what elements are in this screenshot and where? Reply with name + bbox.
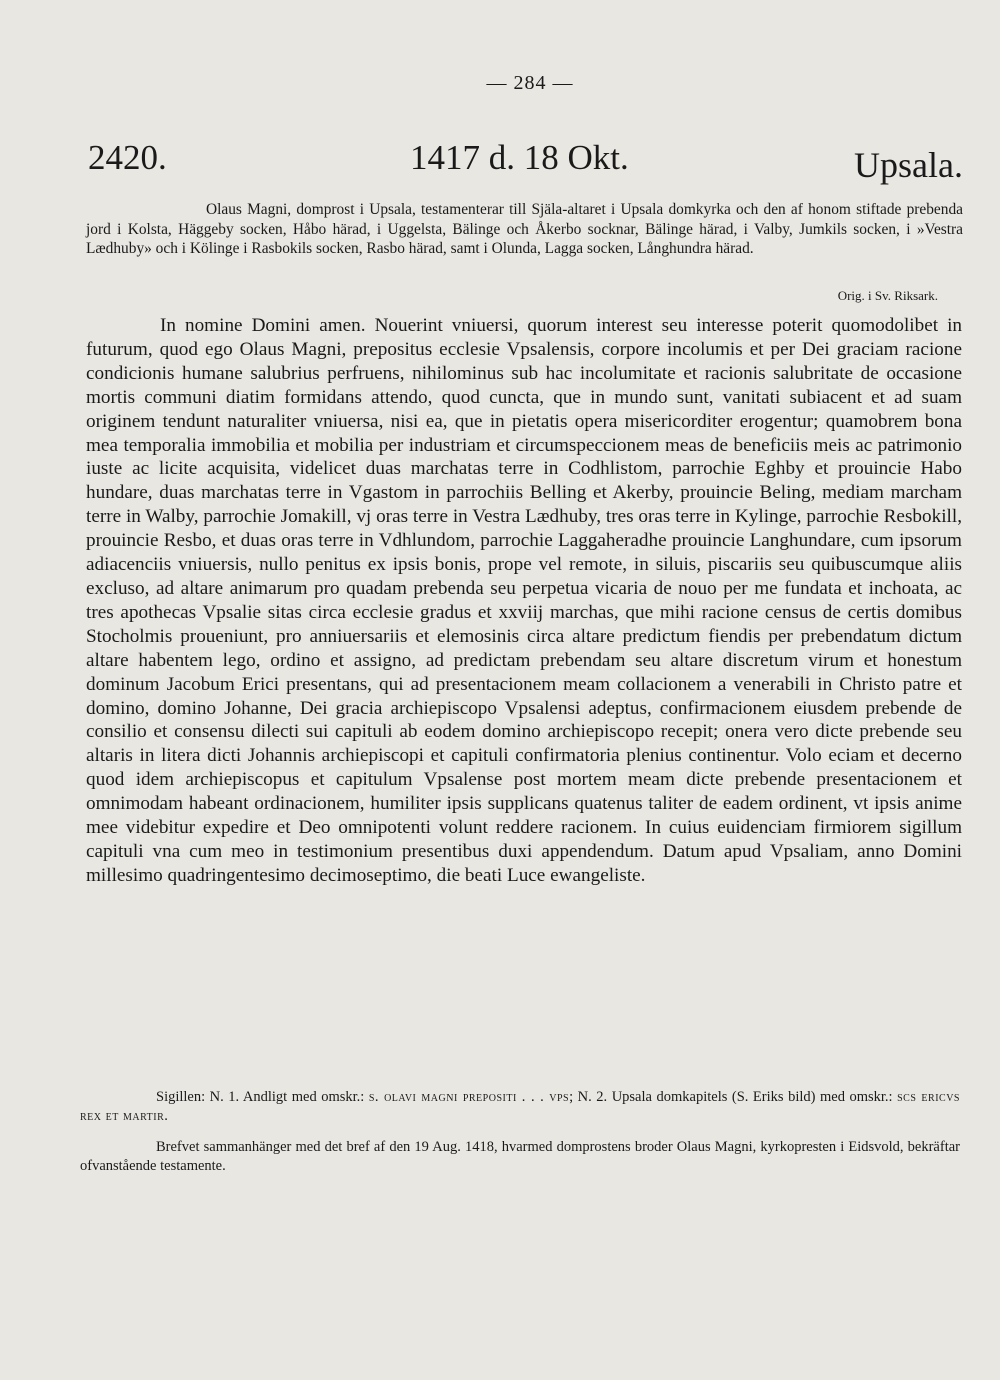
- document-header: [88, 138, 963, 188]
- main-text: In nomine Domini amen. Nouerint vniuersi, quorum interest seu interesse poterit quomodolibet in futurum, quod ego Olaus Magni, prepositus ecclesie Vpsalensis, corpore incolumis et per Dei graciam racione condicionis humane salubrius perfruens, nihilominus sub hac incolumitate et racionis salubritate de occasione mortis communi diatim formidans attendo, quod cuncta, que in mundo sunt, vanitati subiacent et ad suam originem tendunt naturaliter vniuersa, nisi ea, que in pietatis opera misericorditer erogentur; quamobrem bona mea temporalia immobilia et mobilia per industriam et circumspeccionem meas de beneficiis meis ac patrimonio iuste ac licite acquisita, videlicet duas marchatas terre in Codhlistom, parrochie Eghby et prouincie Habo hundare, duas marchatas terre in Vgastom in parrochiis Belling et Akerby, prouincie Beling, mediam marcham terre in Walby, parrochie Jomakill, vj oras terre in Vestra Lædhuby, tres oras terre in Kylinge, parrochie Resbokill, prouincie Resbo, et duas oras terre in Vdhlundom, parrochie Laggaheradhe prouincie Langhundare, cum ipsorum adiacenciis vniuersis, nullo penitus ex ipsis bonis, prope vel remote, in siluis, piscariis seu quibuscumque aliis excluso, ad altare animarum pro quadam prebenda seu perpetua vicaria de nouo per me fundata et inchoata, ac tres apothecas Vpsalie sitas circa ecclesie gradus et xxviij marchas, que mihi racione census de certis domibus Stocholmis proueniunt, pro anniuersariis et elemosinis circa altare predictum fiendis per prebendatum dictum altare habentem lego, ordino et assigno, ad predictam prebendam seu altare discretum virum et honestum dominum Jacobum Erici presentans, qui ad presentacionem meam collacionem a venerabili in Christo patre et domino, domino Johanne, Dei gracia archiepiscopo Vpsalensi adeptus, confirmacionem eiusdem prebende de consilio et consensu dilecti sui capituli ab eodem domino archiepiscopo recepit; onera vero dicte prebende seu altaris in litera dicti Johannis archiepiscopi et capituli confirmatoria plenius continentur. Volo eciam et decerno quod idem archiepiscopus et capitulum Vpsalense post mortem meam dicte prebende presentacionem et omnimodam habeant ordinacionem, humiliter ipsis supplicans quatenus taliter de eadem ordinent, vt ipsis anime mee videbitur expedire et Deo omnipotenti volunt reddere racionem. In cuius euidenciam firmiorem sigillum capituli vna cum meo in testimonium presentibus duxi appendendum. Datum apud Vpsaliam, anno Domini millesimo quadringentesimo decimoseptimo, die beati Luce ewangeliste.: [86, 315, 962, 886]
- document-place: Upsala.: [854, 145, 963, 185]
- seals-note: [80, 1088, 960, 1126]
- document-date: 1417 d. 18 Okt.: [410, 138, 629, 177]
- seal1-inscription: s. olavi magni prepositi . . . vps: [368, 1089, 570, 1105]
- seal2-inscription: scs ericvs rex et martir.: [80, 1089, 960, 1124]
- seals-mid: ; N. 2. Upsala domkapitels (S. Eriks bild) med omskr.:: [569, 1089, 898, 1105]
- footnotes: [80, 1088, 960, 1176]
- document-summary: Olaus Magni, domprost i Upsala, testamenterar till Själa-altaret i Upsala domkyrka och den af honom stiftade prebenda jord i Kolsta, Häggeby socken, Håbo härad, i Uggelsta, Bälinge och Åkerbo socknar, Bälinge härad, i Valby, Jumkils socken, i »Vestra Lædhuby» och i Kölinge i Rasbokils socken, Rasbo härad, samt i Olunda, Lagga socken, Långhundra härad.: [86, 201, 963, 257]
- page-number: — 284 —: [486, 72, 574, 94]
- seals-label: Sigillen: N. 1. Andligt med omskr.:: [156, 1089, 369, 1105]
- connection-note: Brefvet sammanhänger med det bref af den 19 Aug. 1418, hvarmed domprostens broder Olaus Magni, kyrkopresten i Eidsvold, bekräftar ofvanstående testamente.: [80, 1139, 960, 1174]
- document-number: 2420.: [88, 138, 167, 177]
- source-reference: Orig. i Sv. Riksark.: [837, 288, 938, 303]
